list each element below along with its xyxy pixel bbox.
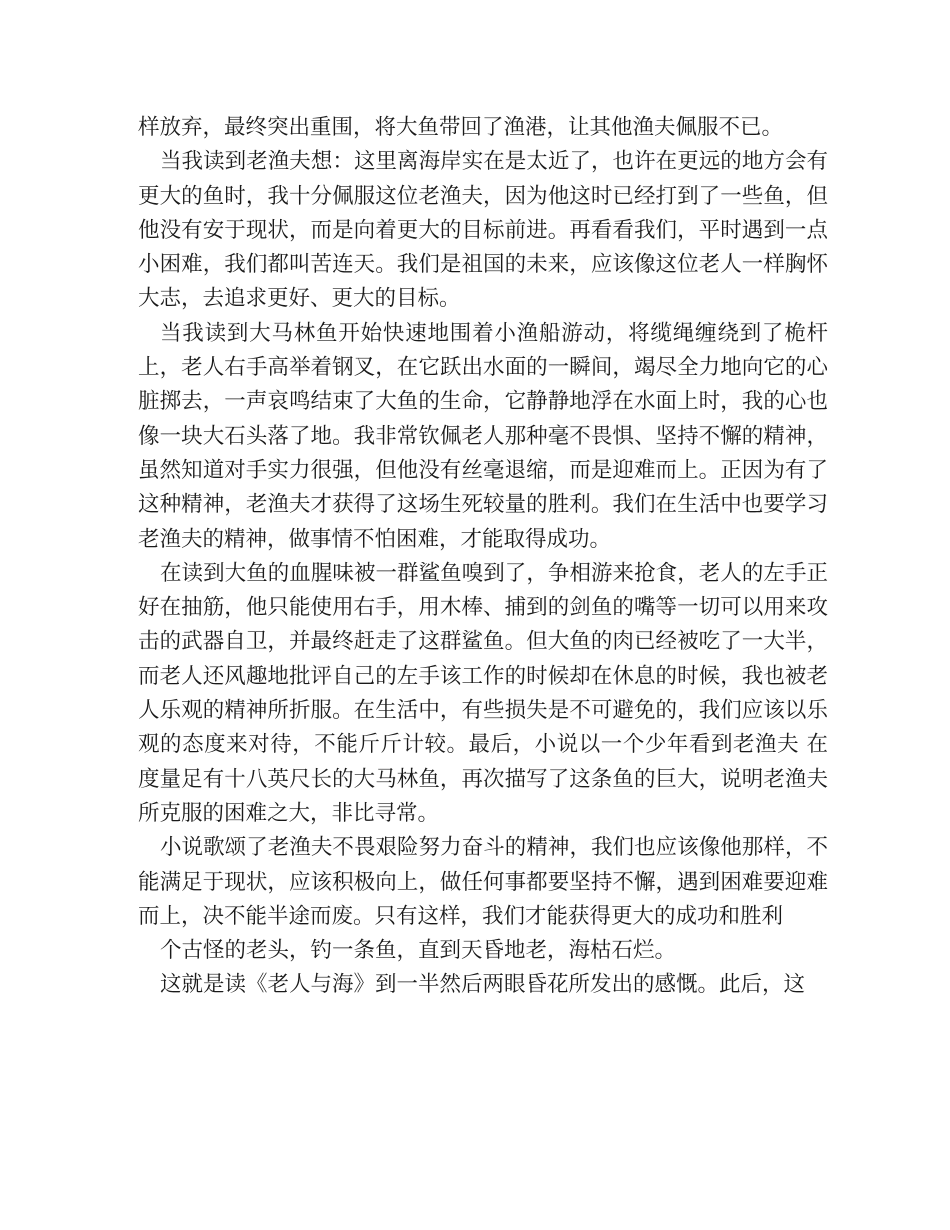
paragraph-4: 在读到大鱼的血腥味被一群鲨鱼嗅到了，争相游来抢食，老人的左手正好在抽筋，他只能使用右手，用木棒、捕到的剑鱼的嘴等一切可以用来攻击的武器自卫，并最终赶走了这群鲨鱼。但大鱼的肉已经被吃了一大半，而老人还风趣地批评自己的左手该工作的时候却在休息的时候，我也被老人乐观的精神所折服。在生活中，有些损失是不可避免的，我们应该以乐观的态度来对待，不能斤斤计较。最后，小说以一个少年看到老渔夫 在度量足有十八英尺长的大马林鱼，再次描写了这条鱼的巨大，说明老渔夫所克服的困难之大，非比寻常。 — [138, 560, 828, 826]
paragraph-7: 这就是读《老人与海》到一半然后两眼昏花所发出的感慨。此后，这 — [160, 972, 806, 998]
document-body — [138, 111, 828, 1003]
paragraph-5: 小说歌颂了老渔夫不畏艰险努力奋斗的精神，我们也应该像他那样，不能满足于现状，应该积极向上，做任何事都要坚持不懈，遇到困难要迎难而上，决不能半途而废。只有这样，我们才能获得更大的成功和胜利 — [138, 835, 828, 929]
paragraph-2: 当我读到老渔夫想：这里离海岸实在是太近了，也许在更远的地方会有更大的鱼时，我十分佩服这位老渔夫，因为他这时已经打到了一些鱼，但他没有安于现状，而是向着更大的目标前进。再看看我们，平时遇到一点小困难，我们都叫苦连天。我们是祖国的未来，应该像这位老人一样胸怀大志，去追求更好、更大的目标。 — [138, 149, 828, 312]
paragraph-1: 样放弃，最终突出重围，将大鱼带回了渔港，让其他渔夫佩服不已。 — [138, 115, 784, 140]
paragraph-3: 当我读到大马林鱼开始快速地围着小渔船游动，将缆绳缠绕到了桅杆上，老人右手高举着钢叉，在它跃出水面的一瞬间，竭尽全力地向它的心脏掷去，一声哀鸣结束了大鱼的生命，它静静地浮在水面上时，我的心也像一块大石头落了地。我非常钦佩老人那种毫不畏惧、坚持不懈的精神，虽然知道对手实力很强，但他没有丝毫退缩，而是迎难而上。正因为有了这种精神，老渔夫才获得了这场生死较量的胜利。我们在生活中也要学习老渔夫的精神，做事情不怕困难，才能取得成功。 — [138, 320, 828, 552]
paragraph-6: 个古怪的老头，钓一条鱼，直到天昏地老，海枯石烂。 — [160, 938, 677, 964]
